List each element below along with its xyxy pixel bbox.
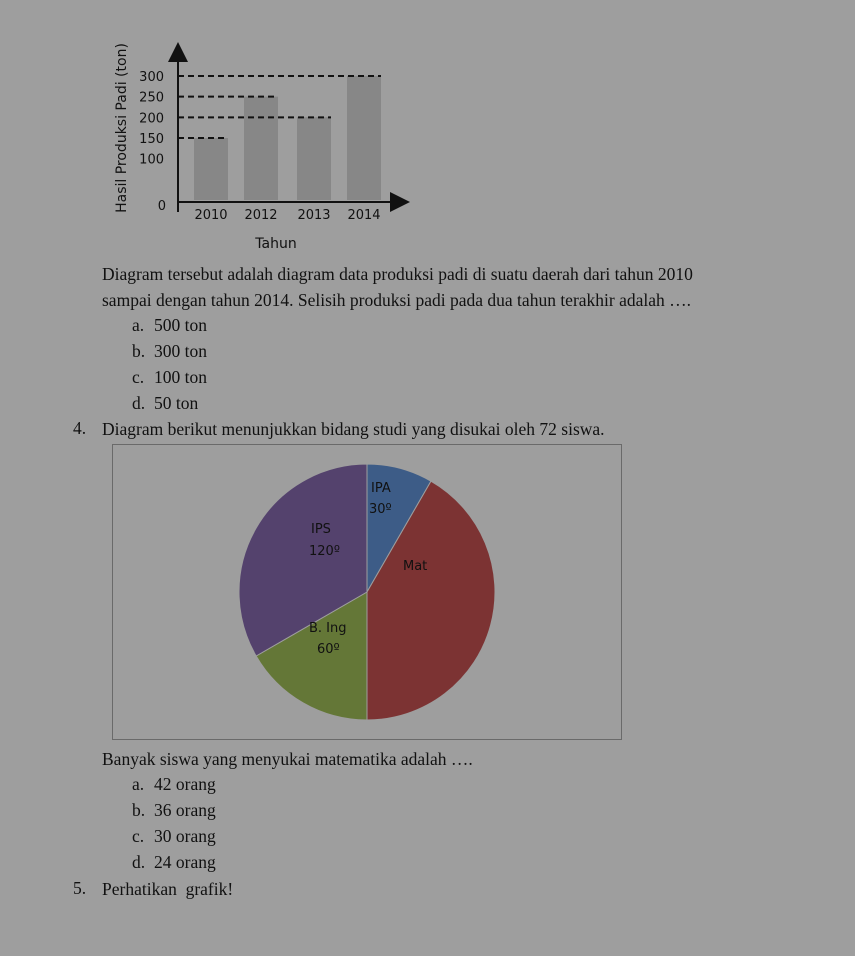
y-tick-label: 200	[139, 111, 164, 127]
y-tick-label: 300	[139, 70, 164, 85]
q3-option-c[interactable]	[132, 364, 207, 390]
pie-value-ips: 120º	[309, 544, 340, 559]
option-text: 50 ton	[154, 393, 199, 413]
option-letter: d.	[132, 852, 146, 872]
q3-option-a[interactable]	[132, 312, 207, 338]
pie-label-bing: B. Ing	[309, 621, 347, 636]
q3-text-line1: Diagram tersebut adalah diagram data produksi padi di suatu daerah dari tahun 2010	[102, 264, 693, 284]
bar-2013	[297, 117, 331, 200]
x-tick-label: 2010	[194, 208, 228, 223]
y-tick-label: 100	[139, 152, 164, 168]
option-text: 500 ton	[154, 315, 207, 335]
q4-option-c[interactable]	[132, 823, 216, 849]
pie-value-ipa: 30º	[369, 502, 392, 517]
x-axis-label: Tahun	[255, 236, 297, 252]
option-text: 36 orang	[154, 800, 216, 820]
bar-2010	[194, 138, 228, 200]
option-text: 30 orang	[154, 826, 216, 846]
y-tick-label: 0	[157, 199, 166, 214]
q4-option-a[interactable]	[132, 771, 216, 797]
pie-label-ips: IPS	[311, 522, 331, 537]
q4-text: Diagram berikut menunjukkan bidang studi yang disukai oleh 72 siswa.	[102, 419, 605, 439]
q5-text: Perhatikan grafik!	[102, 879, 234, 899]
option-letter: c.	[132, 826, 145, 846]
option-letter: c.	[132, 367, 145, 387]
option-text: 100 ton	[154, 367, 207, 387]
option-letter: b.	[132, 341, 146, 361]
bar-2014	[347, 76, 381, 200]
option-letter: b.	[132, 800, 146, 820]
option-text: 42 orang	[154, 774, 216, 794]
q3-option-d[interactable]	[132, 390, 207, 416]
pie-chart	[113, 445, 621, 739]
x-tick-label: 2013	[297, 208, 331, 223]
y-axis-label: Hasil Produksi Padi (ton)	[114, 43, 130, 213]
q3-options	[132, 312, 207, 416]
q4-option-d[interactable]	[132, 849, 216, 875]
x-tick-label: 2012	[244, 208, 278, 223]
q5-number: 5.	[73, 878, 87, 898]
pie-chart-frame	[112, 444, 622, 740]
option-letter: d.	[132, 393, 146, 413]
option-letter: a.	[132, 315, 145, 335]
pie-label-ipa: IPA	[371, 481, 391, 496]
q4-option-b[interactable]	[132, 797, 216, 823]
pie-label-mat: Mat	[403, 559, 428, 574]
option-letter: a.	[132, 774, 145, 794]
q4-options	[132, 771, 216, 875]
q3-option-b[interactable]	[132, 338, 207, 364]
bar-2012	[244, 97, 278, 200]
q3-text	[102, 261, 842, 313]
y-tick-label: 150	[139, 132, 164, 147]
bar-chart	[0, 0, 420, 260]
option-text: 24 orang	[154, 852, 216, 872]
q4-question: Banyak siswa yang menyukai matematika adalah ….	[102, 749, 473, 769]
option-text: 300 ton	[154, 341, 207, 361]
q4-number: 4.	[73, 418, 87, 438]
q3-text-line2: sampai dengan tahun 2014. Selisih produksi padi pada dua tahun terakhir adalah ….	[102, 290, 692, 310]
x-tick-label: 2014	[347, 208, 381, 223]
y-tick-label: 250	[139, 90, 164, 106]
pie-value-bing: 60º	[317, 642, 340, 657]
